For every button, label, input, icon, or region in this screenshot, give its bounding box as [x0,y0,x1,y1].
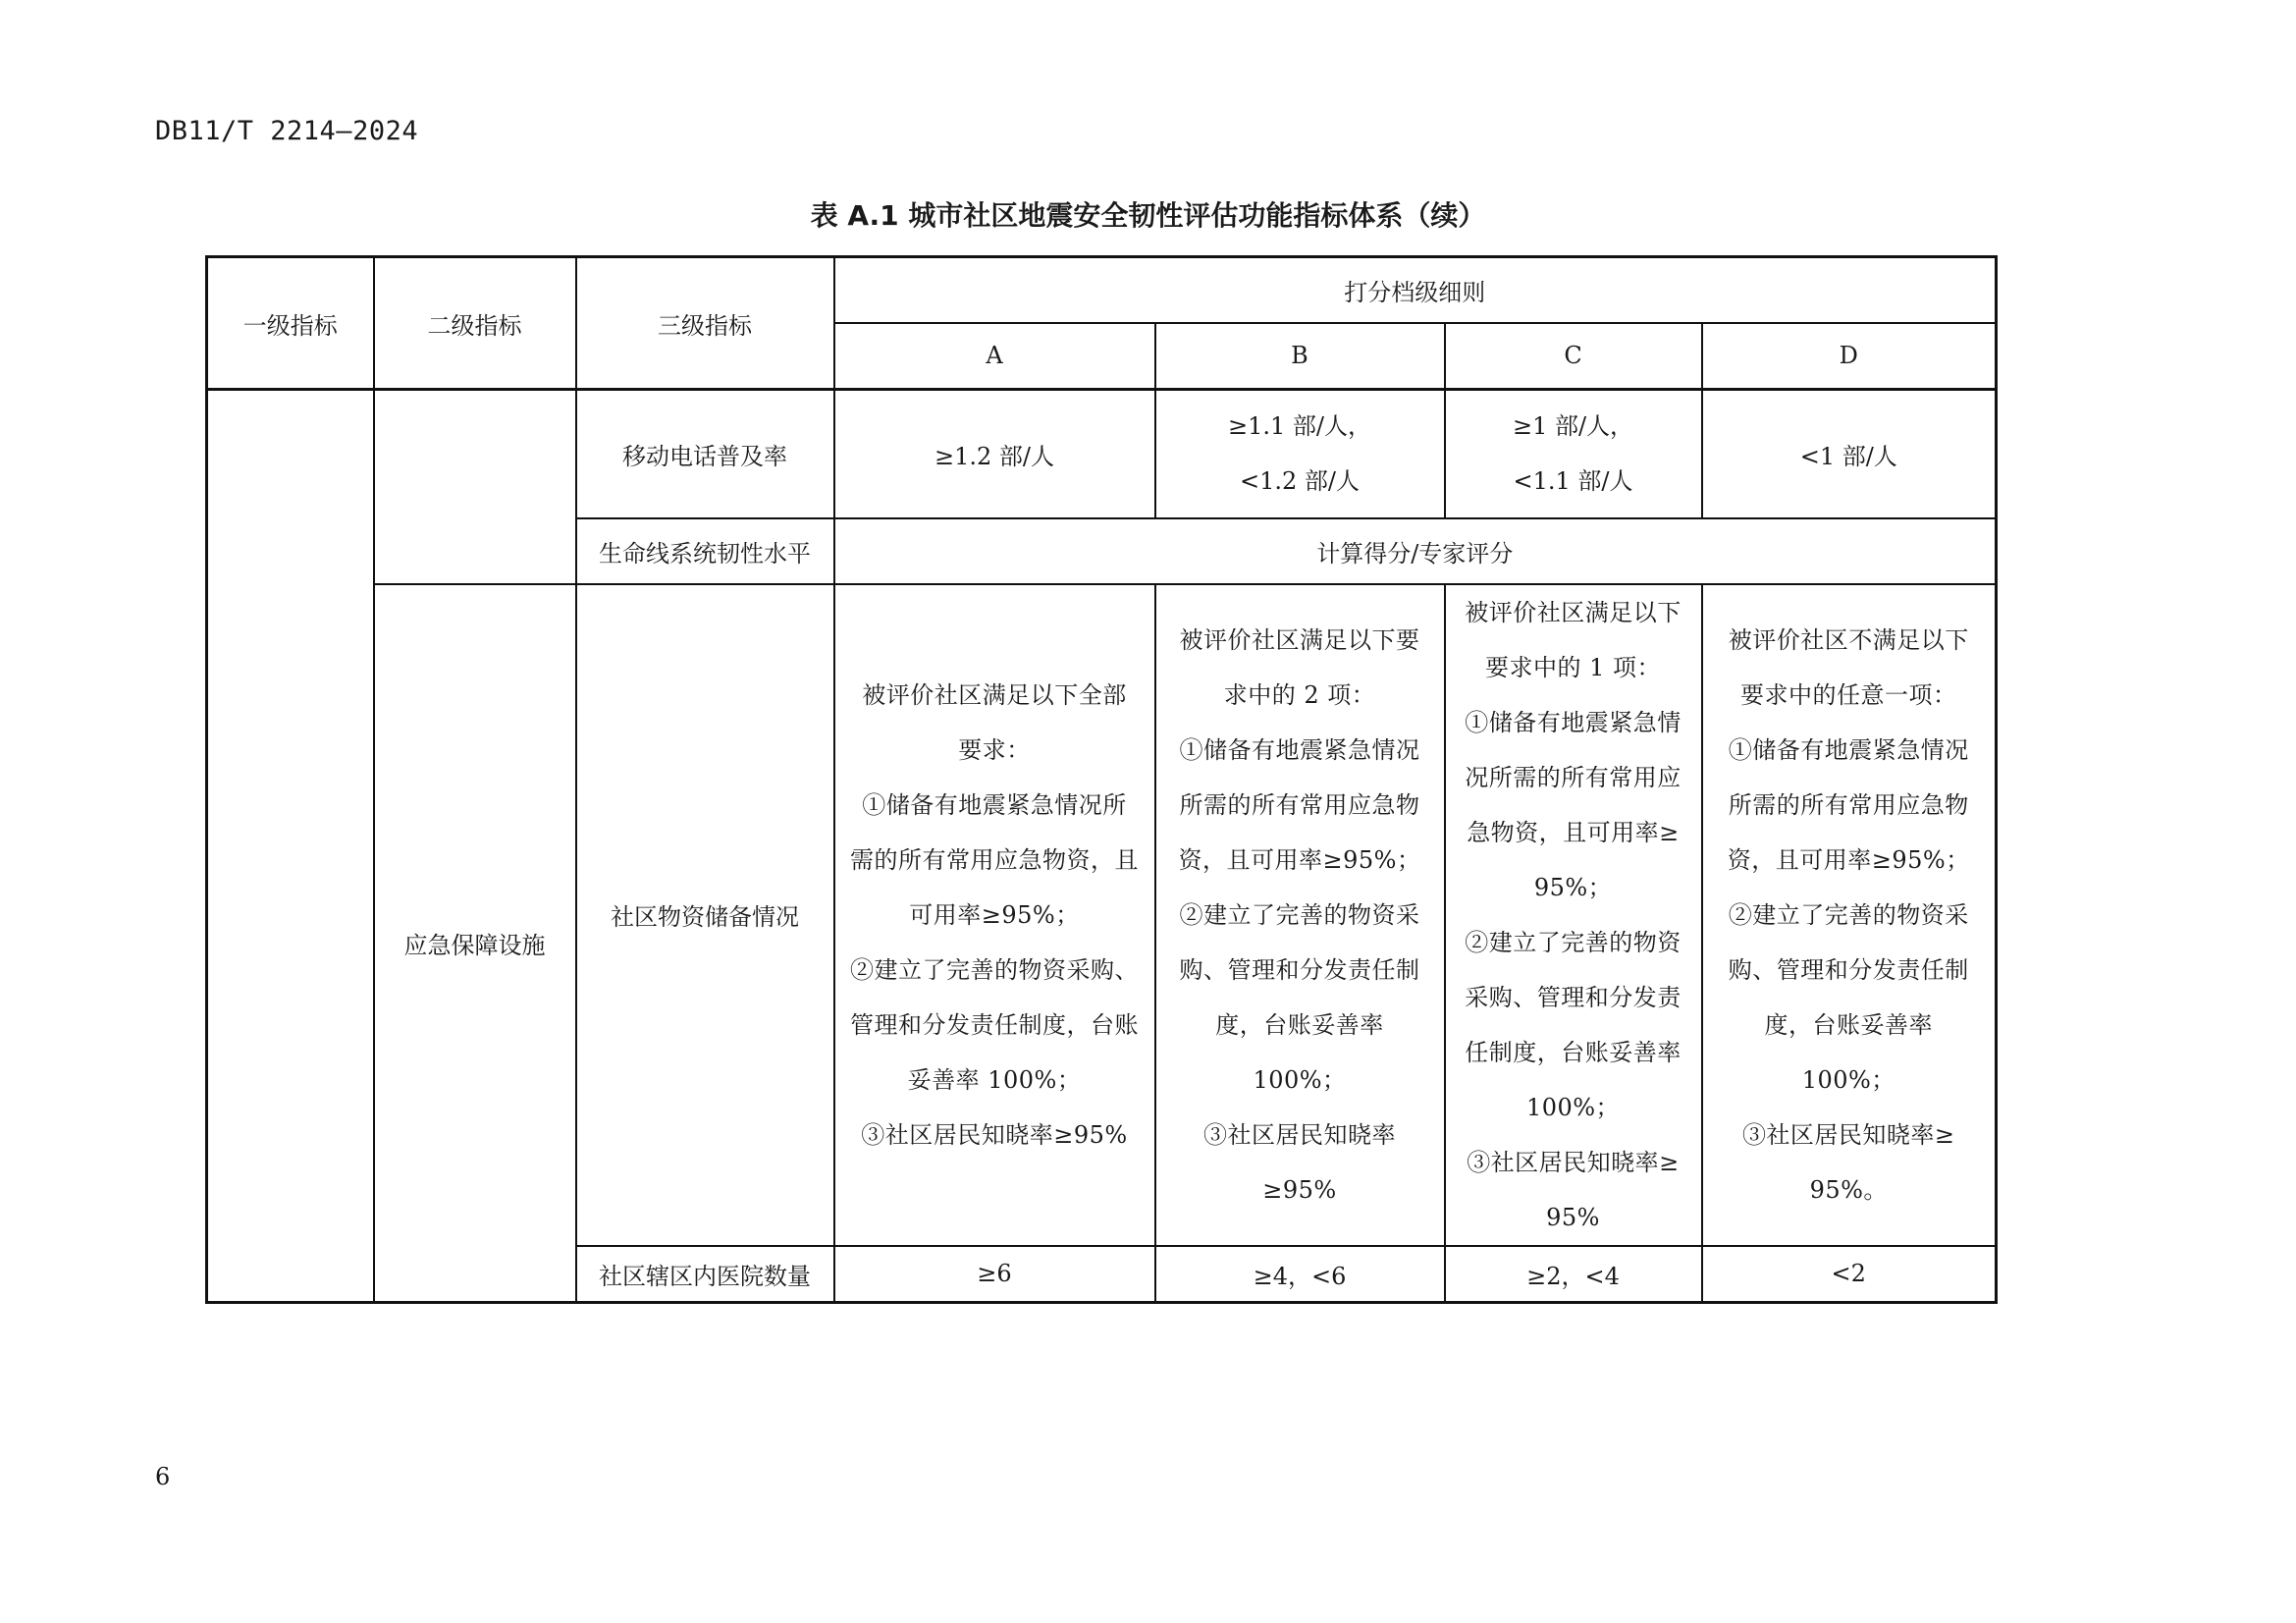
header-level3: 三级指标 [576,257,834,390]
header-grade-d: D [1702,323,1997,390]
hospitals-name: 社区辖区内医院数量 [576,1246,834,1303]
hospitals-grade-c: ≥2，<4 [1445,1246,1702,1303]
indicator-table [205,255,1998,1304]
table-row-supplies [207,584,1997,1246]
level2-cell-empty [374,390,576,584]
hospitals-grade-d: <2 [1702,1246,1997,1303]
mobile-grade-a: ≥1.2 部/人 [834,390,1155,518]
page-number: 6 [155,1463,171,1490]
mobile-name: 移动电话普及率 [576,390,834,518]
mobile-grade-b: ≥1.1 部/人， <1.2 部/人 [1155,390,1445,518]
supplies-grade-a: 被评价社区满足以下全部 要求： ①储备有地震紧急情况所 需的所有常用应急物资，且 可用率≥95%； ②建立了完善的物资采购、 管理和分发责任制度，台账 妥善率 100%； ③社区居民知晓率≥95% [834,584,1155,1246]
level1-cell [207,390,374,1303]
supplies-grade-c: 被评价社区满足以下 要求中的 1 项： ①储备有地震紧急情 况所需的所有常用应 急物资，且可用率≥ 95%； ②建立了完善的物资 采购、管理和分发责 任制度，台账妥善率 100%； ③社区居民知晓率≥ 95% [1445,584,1702,1246]
header-scoring: 打分档级细则 [834,257,1997,323]
supplies-grade-d: 被评价社区不满足以下 要求中的任意一项： ①储备有地震紧急情况 所需的所有常用应急物 资，且可用率≥95%； ②建立了完善的物资采 购、管理和分发责任制 度，台账妥善率 100%； ③社区居民知晓率≥ 95%。 [1702,584,1997,1246]
lifeline-name: 生命线系统韧性水平 [576,518,834,584]
header-grade-b: B [1155,323,1445,390]
header-level2: 二级指标 [374,257,576,390]
supplies-name: 社区物资储备情况 [576,584,834,1246]
table-title: 表 A.1 城市社区地震安全韧性评估功能指标体系（续） [810,199,1486,232]
hospitals-grade-a: ≥6 [834,1246,1155,1303]
supplies-grade-b: 被评价社区满足以下要 求中的 2 项： ①储备有地震紧急情况 所需的所有常用应急物 资，且可用率≥95%； ②建立了完善的物资采 购、管理和分发责任制 度，台账妥善率 100%； ③社区居民知晓率≥95% [1155,584,1445,1246]
header-grade-c: C [1445,323,1702,390]
mobile-grade-c: ≥1 部/人， <1.1 部/人 [1445,390,1702,518]
document-code: DB11/T 2214—2024 [155,116,419,146]
header-level1: 一级指标 [207,257,374,390]
hospitals-grade-b: ≥4，<6 [1155,1246,1445,1303]
table-row-mobile [207,390,1997,518]
mobile-grade-d: <1 部/人 [1702,390,1997,518]
level2-emergency-facilities: 应急保障设施 [374,584,576,1303]
header-grade-a: A [834,323,1155,390]
lifeline-merged: 计算得分/专家评分 [834,518,1997,584]
